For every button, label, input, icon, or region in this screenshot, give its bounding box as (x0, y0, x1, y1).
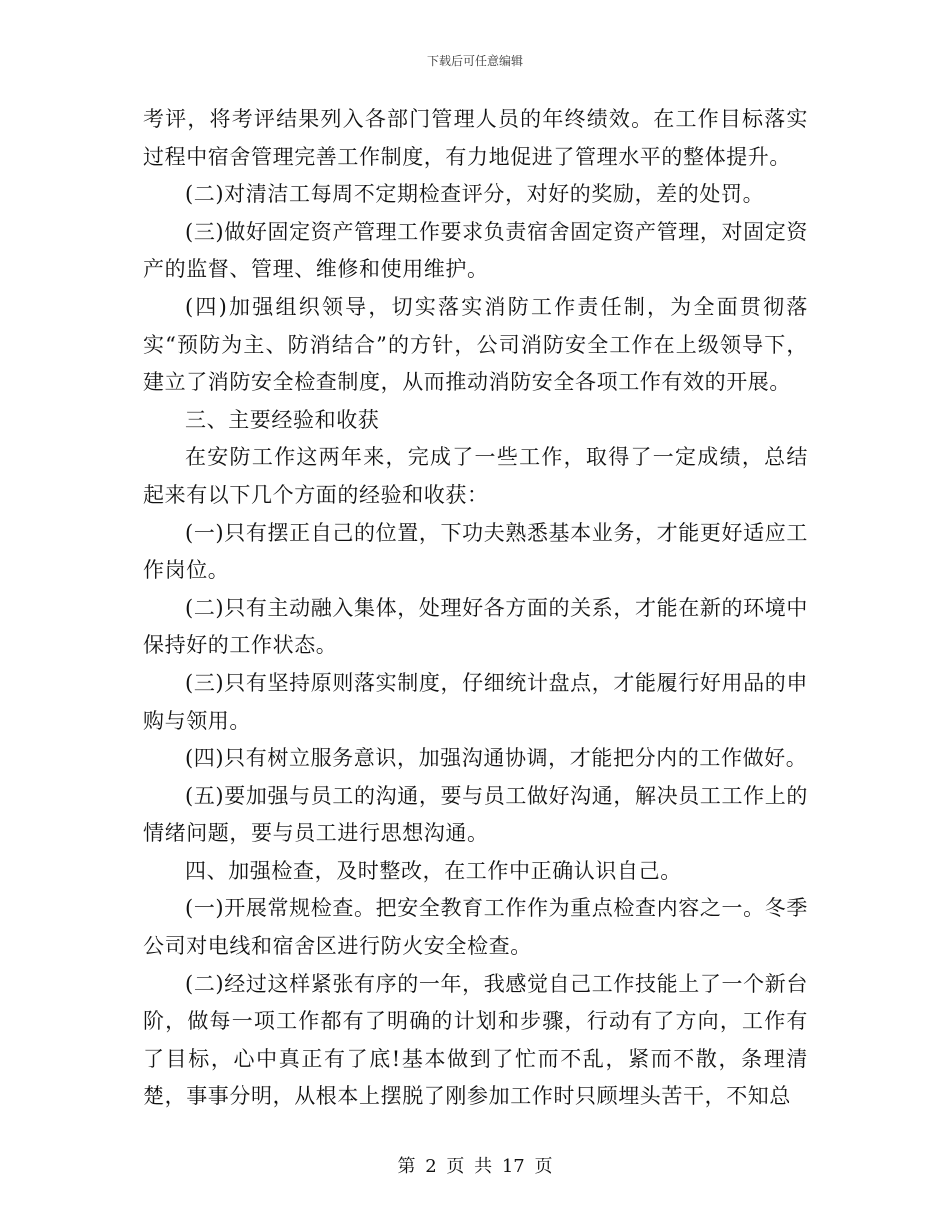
page-header: 下载后可任意编辑 (426, 54, 523, 68)
paragraph: (三)只有坚持原则落实制度，仔细统计盘点，才能履行好用品的申购与领用。 (143, 670, 808, 733)
paragraph: (四)只有树立服务意识，加强沟通协调，才能把分内的工作做好。 (185, 746, 808, 771)
paragraph: (五)要加强与员工的沟通，要与员工做好沟通，解决员工工作上的情绪问题，要与员工进行思想沟通。 (143, 783, 808, 846)
paragraph: (四)加强组织领导，切实落实消防工作责任制，为全面贯彻落实“预防为主、防消结合”的方针，公司消防安全工作在上级领导下，建立了消防安全检查制度，从而推动消防安全各项工作有效的开展。 (143, 294, 808, 395)
paragraph: (二)经过这样紧张有序的一年，我感觉自己工作技能上了一个新台阶，做每一项工作都有了明确的计划和步骤，行动有了方向，工作有了目标，心中真正有了底!基本做到了忙而不乱，紧而不散，条理清楚，事事分明，从根本上摆脱了刚参加工作时只顾埋头苦干，不知总 (143, 971, 808, 1109)
page-number-footer: 第 2 页 共 17 页 (397, 1156, 553, 1177)
paragraph: 在安防工作这两年来，完成了一些工作，取得了一定成绩，总结起来有以下几个方面的经验和收获： (143, 445, 808, 507)
paragraph: (一)只有摆正自己的位置，下功夫熟悉基本业务，才能更好适应工作岗位。 (143, 520, 808, 583)
section-heading: 三、主要经验和收获 (185, 407, 380, 432)
paragraph: (三)做好固定资产管理工作要求负责宿舍固定资产管理，对固定资产的监督、管理、维修和使用维护。 (143, 219, 808, 282)
paragraph: (二)对清洁工每周不定期检查评分，对好的奖励，差的处罚。 (185, 182, 765, 207)
paragraph: 考评，将考评结果列入各部门管理人员的年终绩效。在工作目标落实过程中宿舍管理完善工作制度，有力地促进了管理水平的整体提升。 (143, 107, 808, 169)
paragraph: (二)只有主动融入集体，处理好各方面的关系，才能在新的环境中保持好的工作状态。 (143, 595, 808, 658)
section-heading: 四、加强检查，及时整改，在工作中正确认识自己。 (185, 858, 682, 883)
paragraph: (一)开展常规检查。把安全教育工作作为重点检查内容之一。冬季公司对电线和宿舍区进行防火安全检查。 (143, 896, 808, 959)
document-body (143, 101, 808, 1116)
